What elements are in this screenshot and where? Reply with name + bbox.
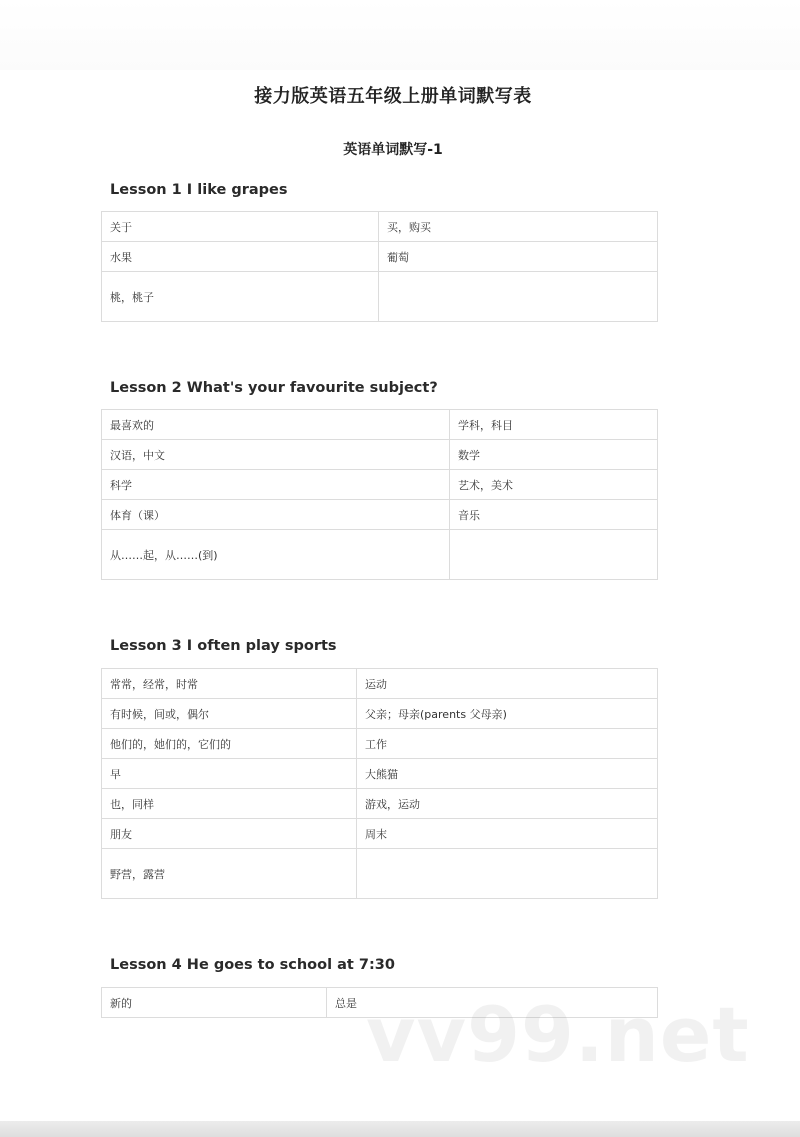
lesson-4-heading: Lesson 4 He goes to school at 7:30 bbox=[110, 957, 395, 973]
table-cell: 常常，经常，时常 bbox=[102, 669, 357, 699]
table-cell bbox=[357, 849, 658, 899]
lesson-3-heading: Lesson 3 I often play sports bbox=[110, 638, 337, 654]
watermark: vv99.net bbox=[366, 990, 750, 1079]
table-row bbox=[102, 440, 658, 470]
table-cell: 大熊猫 bbox=[357, 759, 658, 789]
table-row bbox=[102, 212, 658, 242]
table-cell: 他们的，她们的，它们的 bbox=[102, 729, 357, 759]
table-cell: 也，同样 bbox=[102, 789, 357, 819]
table-cell: 科学 bbox=[102, 470, 450, 500]
lesson-3-vocab-table bbox=[101, 668, 658, 899]
table-cell: 早 bbox=[102, 759, 357, 789]
lesson-2-heading: Lesson 2 What's your favourite subject? bbox=[110, 380, 438, 396]
table-row bbox=[102, 759, 658, 789]
table-cell: 音乐 bbox=[450, 500, 658, 530]
table-cell: 水果 bbox=[102, 242, 379, 272]
table-row bbox=[102, 789, 658, 819]
table-cell bbox=[379, 272, 658, 322]
document-subtitle: 英语单词默写-1 bbox=[343, 142, 443, 158]
table-row bbox=[102, 669, 658, 699]
table-row bbox=[102, 819, 658, 849]
table-cell: 运动 bbox=[357, 669, 658, 699]
table-row bbox=[102, 530, 658, 580]
table-row bbox=[102, 242, 658, 272]
page-bottom-edge bbox=[0, 1121, 800, 1137]
table-cell: 数学 bbox=[450, 440, 658, 470]
table-cell: 朋友 bbox=[102, 819, 357, 849]
table-row bbox=[102, 849, 658, 899]
table-row bbox=[102, 272, 658, 322]
table-row bbox=[102, 729, 658, 759]
table-row bbox=[102, 500, 658, 530]
document-title: 接力版英语五年级上册单词默写表 bbox=[254, 86, 532, 107]
table-cell: 艺术，美术 bbox=[450, 470, 658, 500]
table-row bbox=[102, 699, 658, 729]
table-cell: 游戏，运动 bbox=[357, 789, 658, 819]
table-cell: 周末 bbox=[357, 819, 658, 849]
table-cell: 关于 bbox=[102, 212, 379, 242]
table-cell: 野营，露营 bbox=[102, 849, 357, 899]
table-cell: 从……起，从……(到) bbox=[102, 530, 450, 580]
table-cell: 体育（课） bbox=[102, 500, 450, 530]
table-cell bbox=[450, 530, 658, 580]
lesson-1-heading: Lesson 1 I like grapes bbox=[110, 182, 288, 198]
table-cell: 桃，桃子 bbox=[102, 272, 379, 322]
table-cell: 最喜欢的 bbox=[102, 410, 450, 440]
table-cell: 有时候，间或，偶尔 bbox=[102, 699, 357, 729]
table-cell: 总是 bbox=[327, 988, 658, 1018]
table-cell: 新的 bbox=[102, 988, 327, 1018]
table-cell: 工作 bbox=[357, 729, 658, 759]
lesson-1-vocab-table bbox=[101, 211, 658, 322]
table-cell: 学科，科目 bbox=[450, 410, 658, 440]
table-row bbox=[102, 470, 658, 500]
lesson-2-vocab-table bbox=[101, 409, 658, 580]
table-cell: 父亲；母亲(parents 父母亲) bbox=[357, 699, 658, 729]
table-row bbox=[102, 410, 658, 440]
table-cell: 买，购买 bbox=[379, 212, 658, 242]
table-cell: 汉语，中文 bbox=[102, 440, 450, 470]
table-cell: 葡萄 bbox=[379, 242, 658, 272]
